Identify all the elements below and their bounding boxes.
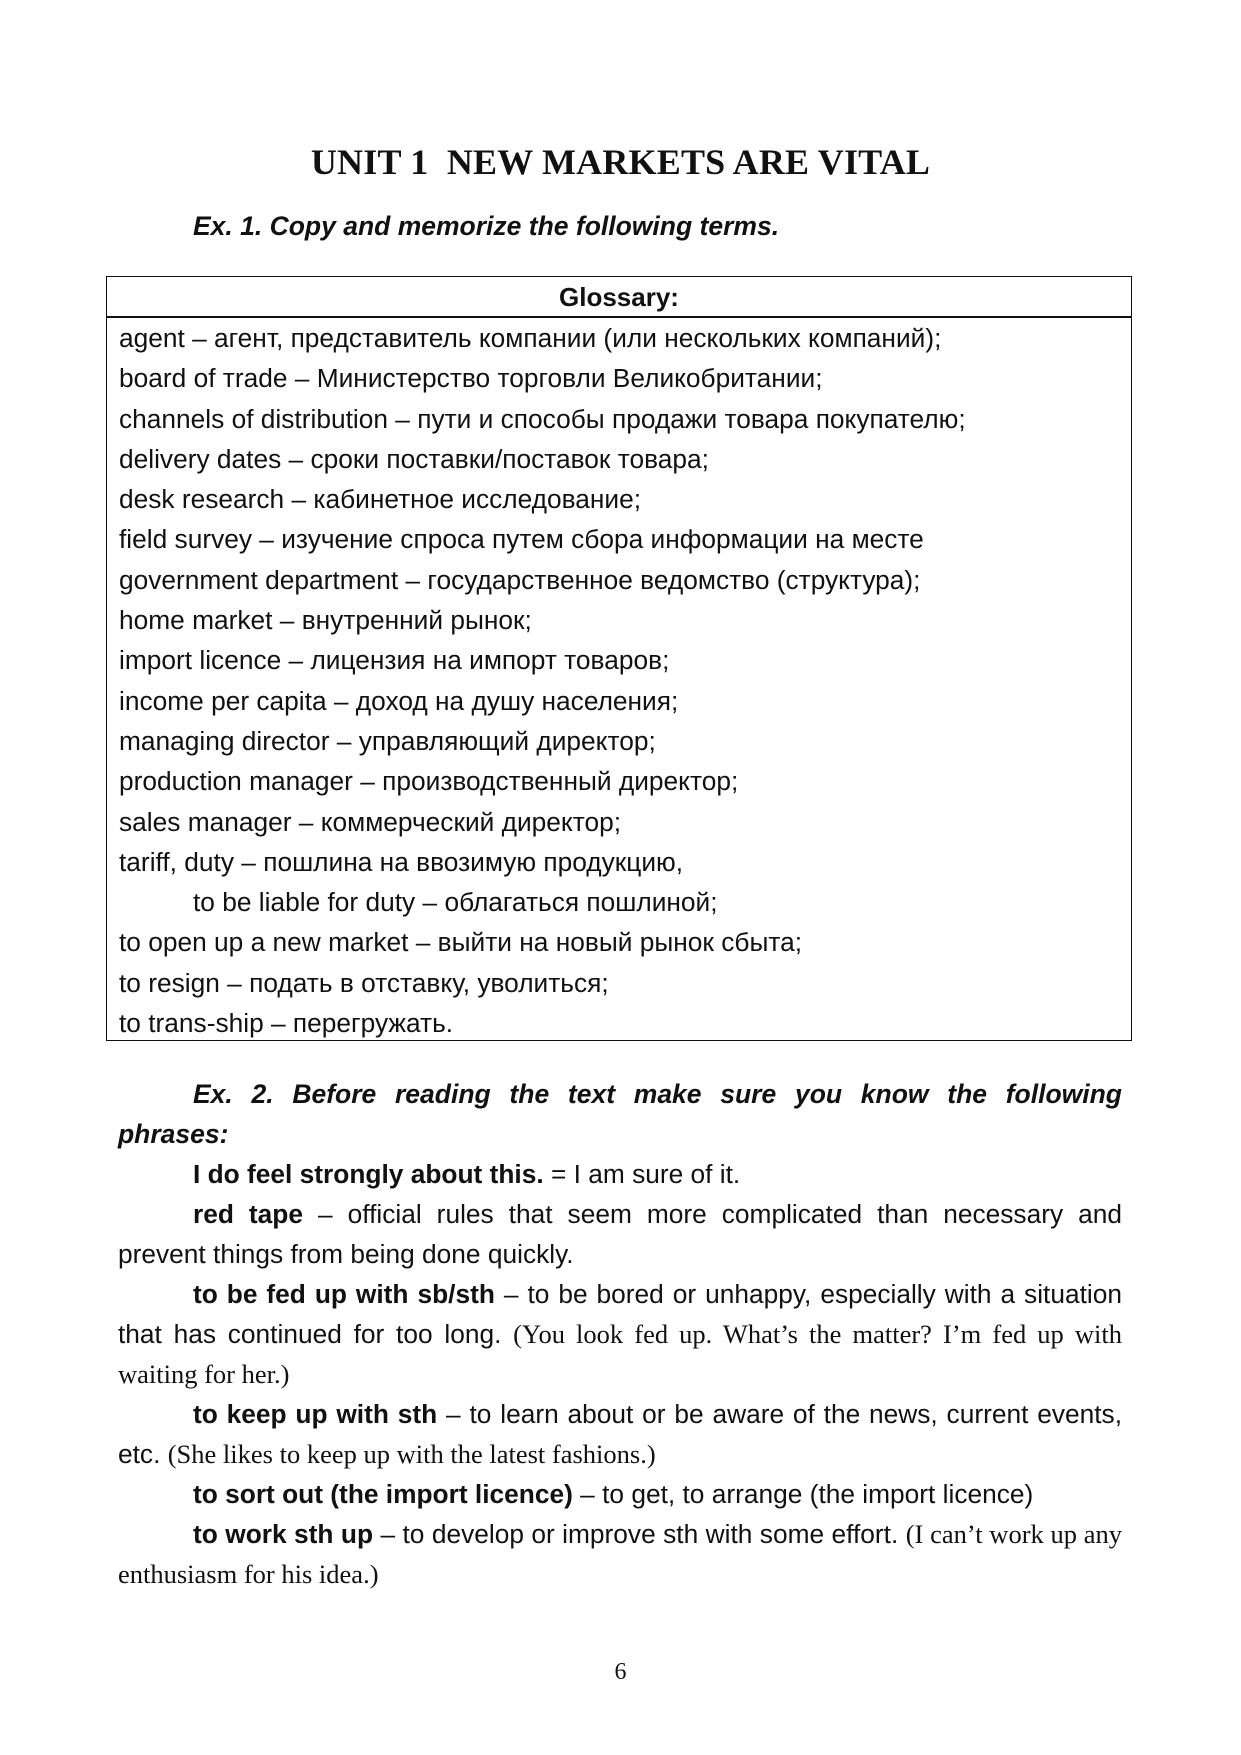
glossary-item: sales manager – коммерческий директор;	[119, 806, 622, 837]
glossary-subitem: to be liable for duty – облагаться пошлиной;	[193, 887, 718, 918]
phrase-definition: – to learn about or be aware of the news, current events, etc.	[118, 1399, 1123, 1469]
glossary-item: income per capita – доход на душу населения;	[119, 685, 679, 716]
glossary-list	[107, 318, 1131, 1043]
glossary-item: board of тrade – Министерство торговли Великобритании;	[119, 363, 823, 394]
glossary-item: tariff, duty – пошлина на ввозимую продукцию,	[119, 846, 684, 877]
glossary-item: to resign – подать в отставку, уволиться;	[119, 967, 609, 998]
glossary-item: to open up a new market – выйти на новый рынок сбыта;	[119, 927, 803, 958]
phrase-definition: – official rules that seem more complicated than necessary and prevent things from being done quickly.	[118, 1199, 1122, 1269]
phrase-example: (She likes to keep up with the latest fashions.)	[167, 1439, 656, 1469]
exercise-2	[118, 1074, 1122, 1594]
phrase-entry	[118, 1514, 1122, 1594]
glossary-item: home market – внутренний рынок;	[119, 605, 532, 636]
phrase-example: (I can’t work up any enthusiasm for his idea.)	[118, 1519, 1123, 1589]
glossary-item: desk research – кабинетное исследование;	[119, 484, 642, 515]
phrase-definition: – to get, to arrange (the import licence)	[572, 1479, 1034, 1509]
glossary-item: to trans-ship – перегружать.	[119, 1008, 454, 1039]
phrase-definition: – to develop or improve sth with some effort.	[373, 1519, 906, 1549]
phrase-term: to sort out (the import licence)	[193, 1479, 573, 1509]
glossary-item: import licence – лицензия на импорт товаров;	[119, 645, 670, 676]
phrase-definition: = I am sure of it.	[543, 1159, 741, 1189]
glossary-item: production manager – производственный директор;	[119, 766, 739, 797]
phrase-entry	[118, 1274, 1122, 1394]
glossary-item: channels of distribution – пути и способы продажи товара покупателю;	[119, 403, 966, 434]
phrase-example: (You look fed up. What’s the matter? I’m fed up with waiting for her.)	[118, 1319, 1122, 1389]
glossary-item: managing director – управляющий директор;	[119, 725, 656, 756]
phrase-term: I do feel strongly about this.	[193, 1159, 544, 1189]
glossary-item: delivery dates – сроки поставки/поставок товара;	[119, 443, 709, 474]
glossary-item: field survey – изучение спроса путем сбора информации на месте	[119, 524, 924, 555]
phrase-term: to be fed up with sb/sth	[193, 1279, 495, 1309]
page-number: 6	[614, 1659, 627, 1685]
phrase-entry	[118, 1474, 1122, 1514]
phrase-entry	[118, 1194, 1122, 1274]
phrase-entry	[118, 1154, 1122, 1194]
page-title: UNIT 1 NEW MARKETS ARE VITAL	[310, 142, 931, 183]
glossary-item: government department – государственное ведомство (структура);	[119, 564, 921, 595]
glossary-item: agent – агент, представитель компании (или нескольких компаний);	[119, 323, 942, 353]
phrase-entry	[118, 1394, 1122, 1474]
phrase-term: to work sth up	[193, 1519, 374, 1549]
phrase-term: red tape	[193, 1199, 303, 1229]
glossary-table	[106, 276, 1132, 1041]
phrase-definition: – to be bored or unhappy, especially with a situation that has continued for too long.	[118, 1279, 1122, 1349]
exercise-1-heading: Ex. 1. Copy and memorize the following terms.	[193, 211, 780, 241]
exercise-2-heading: Ex. 2. Before reading the text make sure you know the following phrases:	[118, 1079, 1122, 1149]
phrase-term: to keep up with sth	[193, 1399, 438, 1429]
glossary-header: Glossary:	[107, 277, 1131, 318]
